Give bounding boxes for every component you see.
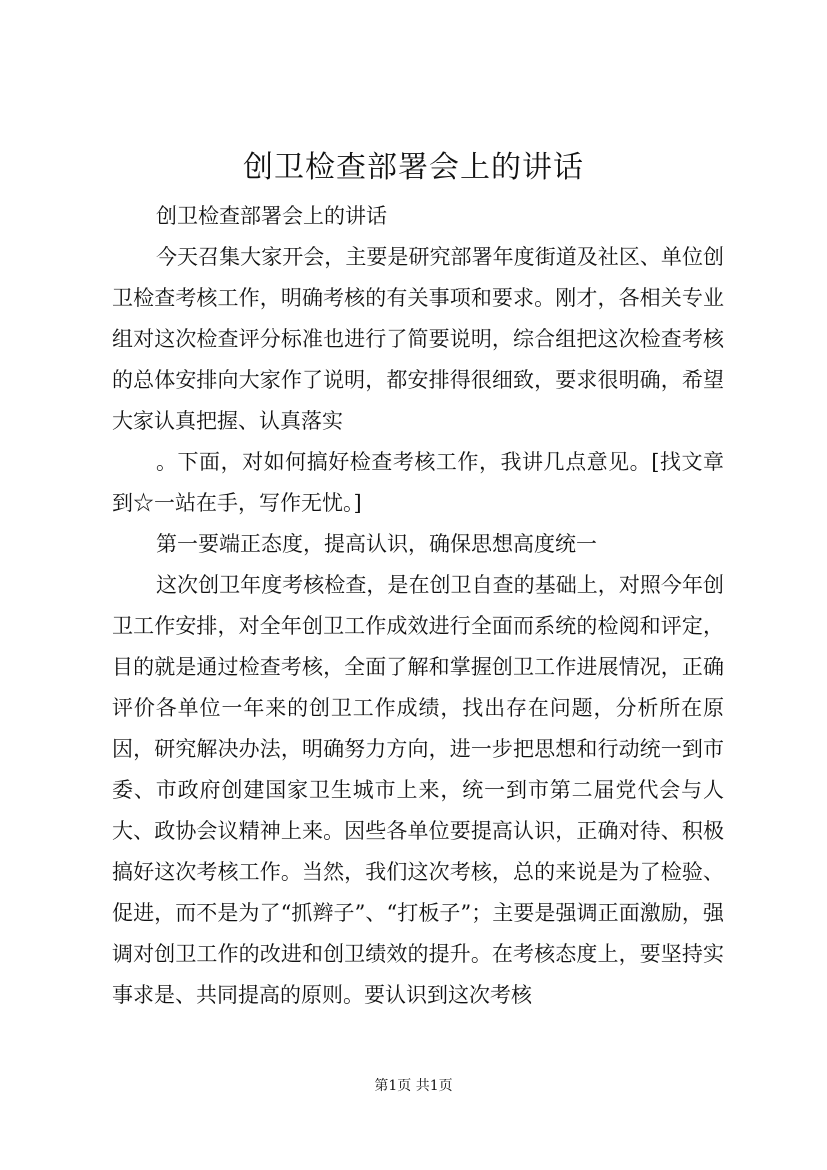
- paragraph-opening: 今天召集大家开会，主要是研究部署年度街道及社区、单位创卫检查考核工作，明确考核的有关事项和要求。刚才，各相关专业组对这次检查评分标准也进行了简要说明，综合组把这次检查考核的总体安排向大家作了说明，都安排得很细致，要求很明确，希望大家认真把握、认真落实: [112, 245, 724, 433]
- paragraph-subtitle: 创卫检查部署会上的讲话: [156, 204, 387, 228]
- document-title: 创卫检查部署会上的讲话: [243, 150, 584, 185]
- paragraph-section-body: 这次创卫年度考核检查，是在创卫自查的基础上，对照今年创卫工作安排，对全年创卫工作成效进行全面而系统的检阅和评定，目的就是通过检查考核，全面了解和掌握创卫工作进展情况，正确评价各单位一年来的创卫工作成绩，找出存在问题，分析所在原因，研究解决办法，明确努力方向，进一步把思想和行动统一到市委、市政府创建国家卫生城市上来，统一到市第二届党代会与人大、政协会议精神上来。因些各单位要提高认识，正确对待、积极搞好这次考核工作。当然，我们这次考核，总的来说是为了检验、促进，而不是为了“抓辫子”、“打板子”；主要是强调正面激励，强调对创卫工作的改进和创卫绩效的提升。在考核态度上，要坚持实事求是、共同提高的原则。要认识到这次考核: [112, 573, 724, 1007]
- paragraph-section-heading: 第一要端正态度，提高认识，确保思想高度统一: [156, 532, 597, 556]
- paragraph-transition: 。下面，对如何搞好检查考核工作，我讲几点意见。[找文章到☆一站在手，写作无忧。]: [112, 450, 724, 515]
- page-number-footer: 第1页 共1页: [374, 1078, 453, 1094]
- document-body: [112, 196, 724, 1016]
